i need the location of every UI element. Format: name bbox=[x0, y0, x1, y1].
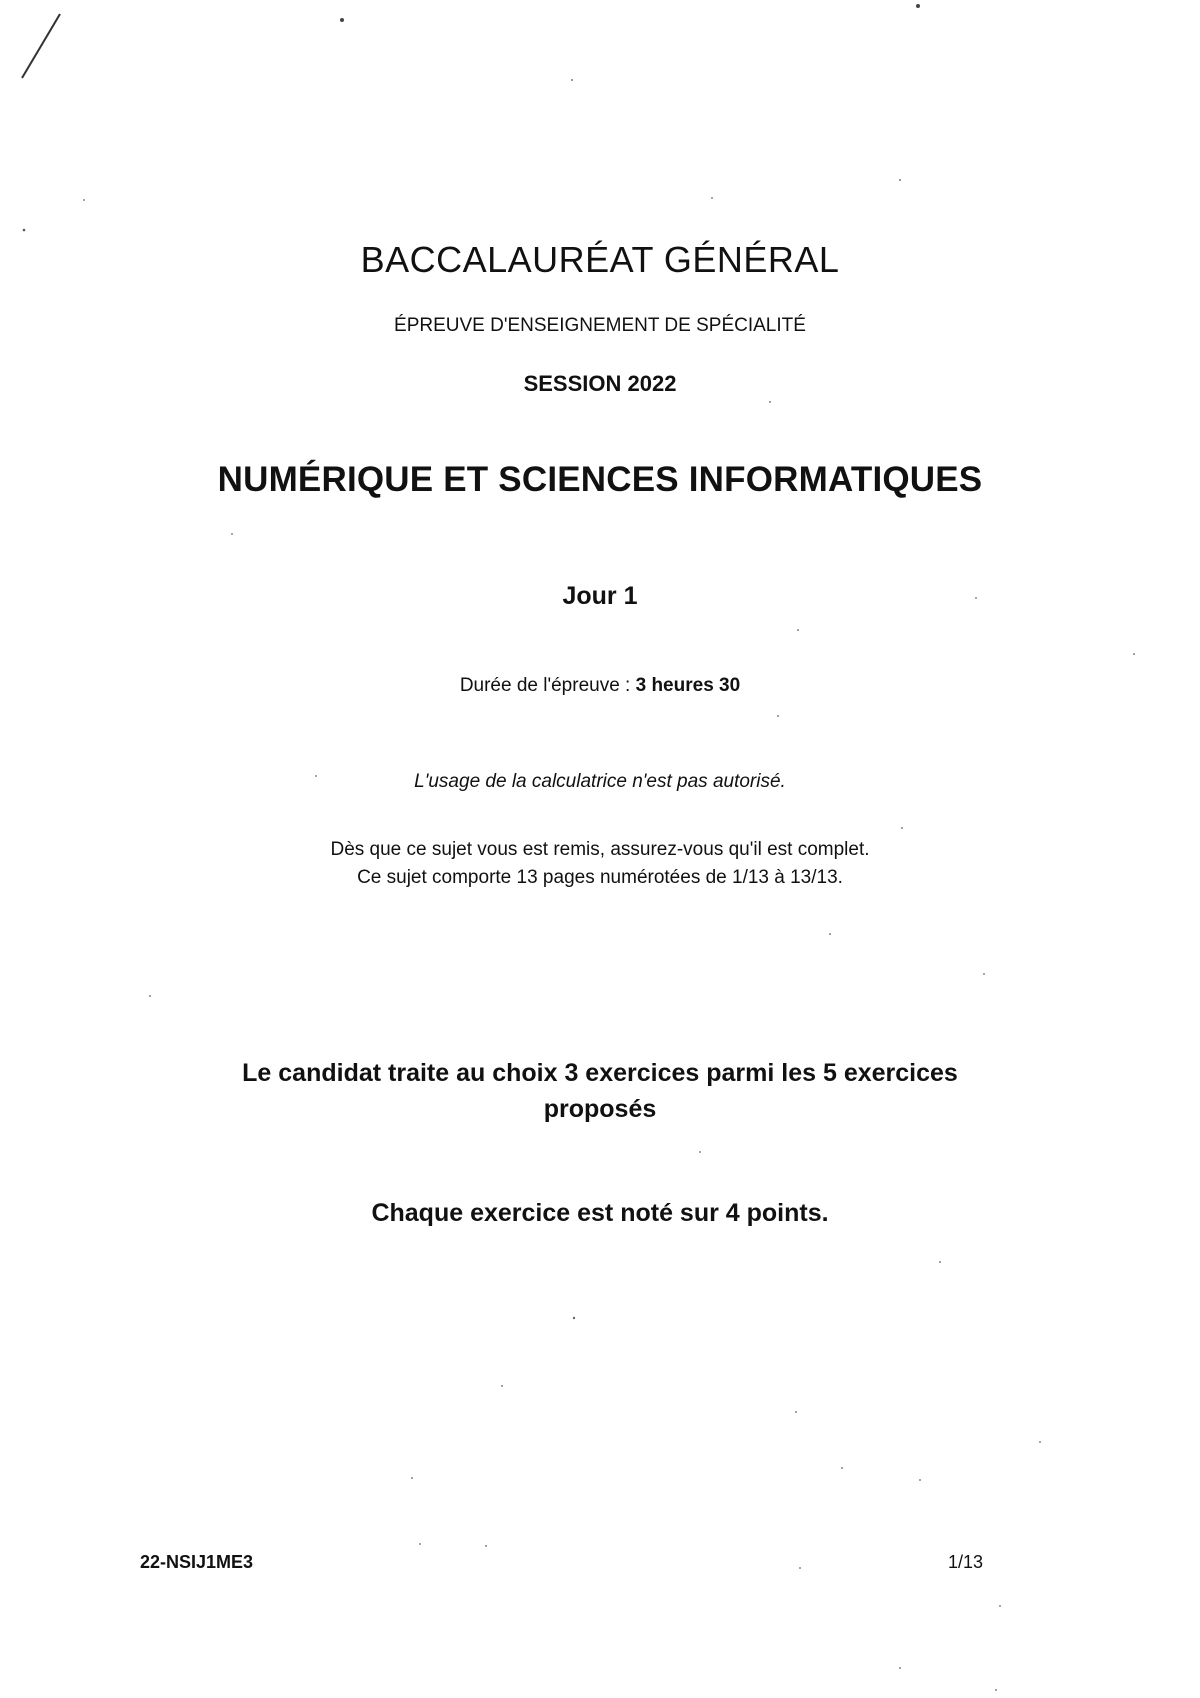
scan-dot bbox=[1133, 653, 1135, 655]
scan-dot bbox=[995, 1689, 997, 1691]
scan-dot bbox=[83, 199, 85, 201]
scan-dot bbox=[501, 1385, 503, 1387]
completeness-notice bbox=[0, 836, 1200, 892]
scan-dot bbox=[231, 533, 233, 535]
scan-dot bbox=[573, 1317, 575, 1319]
scan-dot bbox=[797, 629, 799, 631]
scan-pen-stroke bbox=[22, 14, 60, 78]
day-label: Jour 1 bbox=[562, 582, 638, 610]
exercise-choice-line-1: Le candidat traite au choix 3 exercices parmi les 5 exercices bbox=[242, 1059, 958, 1087]
session-label: SESSION 2022 bbox=[523, 371, 677, 396]
scan-dot bbox=[829, 933, 831, 935]
scan-dot bbox=[901, 827, 903, 829]
scan-dot bbox=[899, 179, 901, 181]
completeness-line-1: Dès que ce sujet vous est remis, assurez-vous qu'il est complet. bbox=[330, 839, 870, 860]
scan-dot bbox=[23, 229, 26, 232]
scan-dot bbox=[711, 197, 713, 199]
scan-dot bbox=[939, 1261, 941, 1263]
scan-dot bbox=[699, 1151, 701, 1153]
scan-dot bbox=[419, 1543, 421, 1545]
scan-dot bbox=[777, 715, 779, 717]
completeness-line-2: Ce sujet comporte 13 pages numérotées de 1/13 à 13/13. bbox=[357, 867, 843, 888]
exam-type-label: ÉPREUVE D'ENSEIGNEMENT DE SPÉCIALITÉ bbox=[394, 315, 806, 336]
scan-dot bbox=[769, 401, 771, 403]
scan-dot bbox=[1039, 1441, 1041, 1443]
scan-dot bbox=[485, 1545, 487, 1547]
duration-value: 3 heures 30 bbox=[635, 675, 741, 696]
scan-dot bbox=[919, 1479, 921, 1481]
exercise-choice-notice bbox=[0, 1055, 1200, 1127]
subject-title: NUMÉRIQUE ET SCIENCES INFORMATIQUES bbox=[217, 460, 983, 499]
exam-code: 22-NSIJ1ME3 bbox=[140, 1552, 254, 1572]
exam-level-title: BACCALAURÉAT GÉNÉRAL bbox=[360, 239, 840, 280]
duration-line bbox=[0, 674, 1200, 698]
scan-dot bbox=[841, 1467, 843, 1469]
scan-dot bbox=[411, 1477, 413, 1479]
scan-dot bbox=[340, 18, 344, 22]
calculator-notice: L'usage de la calculatrice n'est pas autorisé. bbox=[414, 771, 786, 792]
scan-dot bbox=[999, 1605, 1001, 1607]
exercise-choice-line-2: proposés bbox=[543, 1095, 657, 1123]
scan-dot bbox=[149, 995, 151, 997]
scan-dot bbox=[983, 973, 985, 975]
points-notice: Chaque exercice est noté sur 4 points. bbox=[371, 1199, 829, 1227]
page-number: 1/13 bbox=[948, 1552, 984, 1572]
scan-dot bbox=[571, 79, 573, 81]
scan-dot bbox=[795, 1411, 797, 1413]
duration-label: Durée de l'épreuve : bbox=[459, 675, 636, 696]
scan-dot bbox=[916, 4, 920, 8]
scan-dot bbox=[899, 1667, 901, 1669]
scan-dot bbox=[799, 1567, 801, 1569]
